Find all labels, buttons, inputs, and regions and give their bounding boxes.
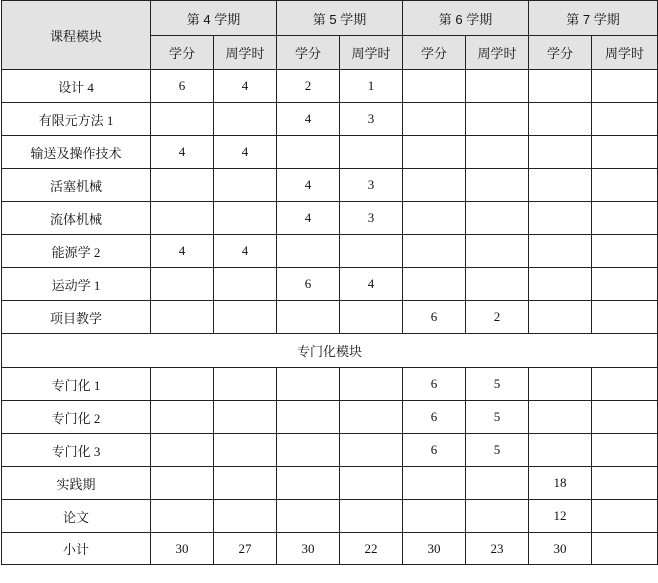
credit-cell: 6	[151, 70, 214, 103]
hours-cell: 4	[340, 268, 403, 301]
credit-header: 学分	[151, 36, 214, 70]
credit-header: 学分	[277, 36, 340, 70]
hours-cell	[340, 467, 403, 500]
credit-cell	[529, 103, 592, 136]
hours-cell	[214, 103, 277, 136]
hours-cell	[340, 500, 403, 533]
course-schedule-table	[1, 0, 658, 565]
hours-cell	[466, 202, 529, 235]
course-name: 流体机械	[2, 202, 151, 235]
hours-cell	[214, 434, 277, 467]
hours-cell: 1	[340, 70, 403, 103]
hours-cell	[592, 467, 658, 500]
credit-cell	[403, 235, 466, 268]
hours-cell: 5	[466, 401, 529, 434]
hours-cell: 23	[466, 533, 529, 565]
hours-cell	[592, 235, 658, 268]
semester-header: 第 4 学期	[151, 1, 277, 36]
table-row	[2, 301, 658, 334]
hours-cell	[214, 301, 277, 334]
course-name: 小计	[2, 533, 151, 565]
section-row	[2, 334, 658, 368]
hours-cell	[592, 202, 658, 235]
hours-cell	[466, 136, 529, 169]
course-name: 能源学 2	[2, 235, 151, 268]
credit-cell	[151, 301, 214, 334]
table-row	[2, 136, 658, 169]
hours-cell: 4	[214, 235, 277, 268]
credit-cell: 2	[277, 70, 340, 103]
credit-cell	[529, 169, 592, 202]
hours-cell	[592, 500, 658, 533]
hours-cell	[592, 434, 658, 467]
hours-cell: 5	[466, 434, 529, 467]
credit-cell	[277, 500, 340, 533]
module-header: 课程模块	[2, 1, 151, 70]
credit-cell: 6	[403, 401, 466, 434]
credit-header: 学分	[403, 36, 466, 70]
credit-cell	[529, 136, 592, 169]
credit-cell	[403, 202, 466, 235]
credit-cell: 6	[403, 434, 466, 467]
hours-cell	[466, 268, 529, 301]
credit-cell	[403, 500, 466, 533]
credit-cell	[403, 467, 466, 500]
course-name: 有限元方法 1	[2, 103, 151, 136]
credit-cell	[277, 368, 340, 401]
hours-header: 周学时	[592, 36, 658, 70]
course-name: 实践期	[2, 467, 151, 500]
credit-cell	[151, 202, 214, 235]
credit-cell: 18	[529, 467, 592, 500]
table-row	[2, 235, 658, 268]
hours-cell	[592, 103, 658, 136]
credit-cell	[403, 103, 466, 136]
credit-cell: 4	[151, 235, 214, 268]
hours-cell	[592, 70, 658, 103]
credit-cell	[529, 368, 592, 401]
hours-cell: 3	[340, 169, 403, 202]
credit-cell: 30	[151, 533, 214, 565]
credit-cell: 6	[277, 268, 340, 301]
course-name: 专门化 2	[2, 401, 151, 434]
credit-cell	[151, 401, 214, 434]
table-row	[2, 169, 658, 202]
hours-cell	[466, 103, 529, 136]
hours-header: 周学时	[214, 36, 277, 70]
credit-cell	[277, 301, 340, 334]
hours-cell: 4	[214, 136, 277, 169]
credit-cell	[403, 169, 466, 202]
hours-cell	[592, 301, 658, 334]
table-row	[2, 268, 658, 301]
hours-cell: 27	[214, 533, 277, 565]
hours-cell: 3	[340, 103, 403, 136]
section-title: 专门化模块	[2, 334, 658, 368]
credit-cell	[151, 268, 214, 301]
credit-cell	[277, 136, 340, 169]
hours-cell	[592, 533, 658, 565]
hours-cell	[466, 235, 529, 268]
hours-cell	[214, 169, 277, 202]
hours-cell	[466, 70, 529, 103]
credit-header: 学分	[529, 36, 592, 70]
table-row	[2, 434, 658, 467]
credit-cell	[151, 368, 214, 401]
hours-cell: 5	[466, 368, 529, 401]
hours-cell: 3	[340, 202, 403, 235]
hours-header: 周学时	[466, 36, 529, 70]
credit-cell: 12	[529, 500, 592, 533]
credit-cell: 6	[403, 301, 466, 334]
course-name: 专门化 3	[2, 434, 151, 467]
credit-cell: 30	[277, 533, 340, 565]
course-name: 输送及操作技术	[2, 136, 151, 169]
header-row-semesters	[2, 1, 658, 36]
semester-header: 第 6 学期	[403, 1, 529, 36]
hours-cell	[214, 401, 277, 434]
hours-cell	[340, 368, 403, 401]
hours-cell	[592, 368, 658, 401]
hours-header: 周学时	[340, 36, 403, 70]
credit-cell	[151, 434, 214, 467]
table-row	[2, 368, 658, 401]
hours-cell	[340, 434, 403, 467]
hours-cell	[214, 467, 277, 500]
credit-cell	[277, 434, 340, 467]
hours-cell	[592, 136, 658, 169]
credit-cell: 30	[403, 533, 466, 565]
hours-cell	[214, 368, 277, 401]
table-row	[2, 202, 658, 235]
credit-cell	[277, 235, 340, 268]
credit-cell	[151, 500, 214, 533]
credit-cell: 30	[529, 533, 592, 565]
semester-header: 第 5 学期	[277, 1, 403, 36]
hours-cell	[214, 268, 277, 301]
credit-cell: 4	[277, 169, 340, 202]
credit-cell	[403, 70, 466, 103]
hours-cell: 2	[466, 301, 529, 334]
course-name: 专门化 1	[2, 368, 151, 401]
hours-cell	[214, 202, 277, 235]
credit-cell: 4	[277, 202, 340, 235]
table-row	[2, 401, 658, 434]
hours-cell	[592, 169, 658, 202]
credit-cell	[529, 301, 592, 334]
credit-cell	[529, 70, 592, 103]
hours-cell	[340, 235, 403, 268]
course-name: 论文	[2, 500, 151, 533]
table-row	[2, 500, 658, 533]
credit-cell	[403, 268, 466, 301]
hours-cell: 22	[340, 533, 403, 565]
credit-cell	[529, 434, 592, 467]
hours-cell	[466, 169, 529, 202]
credit-cell	[529, 235, 592, 268]
credit-cell: 4	[277, 103, 340, 136]
hours-cell: 4	[214, 70, 277, 103]
course-name: 设计 4	[2, 70, 151, 103]
course-name: 运动学 1	[2, 268, 151, 301]
total-row	[2, 533, 658, 565]
credit-cell	[529, 401, 592, 434]
hours-cell	[214, 500, 277, 533]
hours-cell	[340, 136, 403, 169]
credit-cell	[151, 467, 214, 500]
credit-cell	[151, 103, 214, 136]
hours-cell	[466, 467, 529, 500]
semester-header: 第 7 学期	[529, 1, 658, 36]
hours-cell	[340, 301, 403, 334]
hours-cell	[592, 401, 658, 434]
hours-cell	[592, 268, 658, 301]
credit-cell	[277, 401, 340, 434]
credit-cell	[529, 202, 592, 235]
table-row	[2, 70, 658, 103]
table-row	[2, 467, 658, 500]
credit-cell	[151, 169, 214, 202]
hours-cell	[340, 401, 403, 434]
course-name: 项目教学	[2, 301, 151, 334]
table-row	[2, 103, 658, 136]
credit-cell	[403, 136, 466, 169]
credit-cell: 6	[403, 368, 466, 401]
credit-cell	[529, 268, 592, 301]
course-name: 活塞机械	[2, 169, 151, 202]
hours-cell	[466, 500, 529, 533]
credit-cell	[277, 467, 340, 500]
credit-cell: 4	[151, 136, 214, 169]
